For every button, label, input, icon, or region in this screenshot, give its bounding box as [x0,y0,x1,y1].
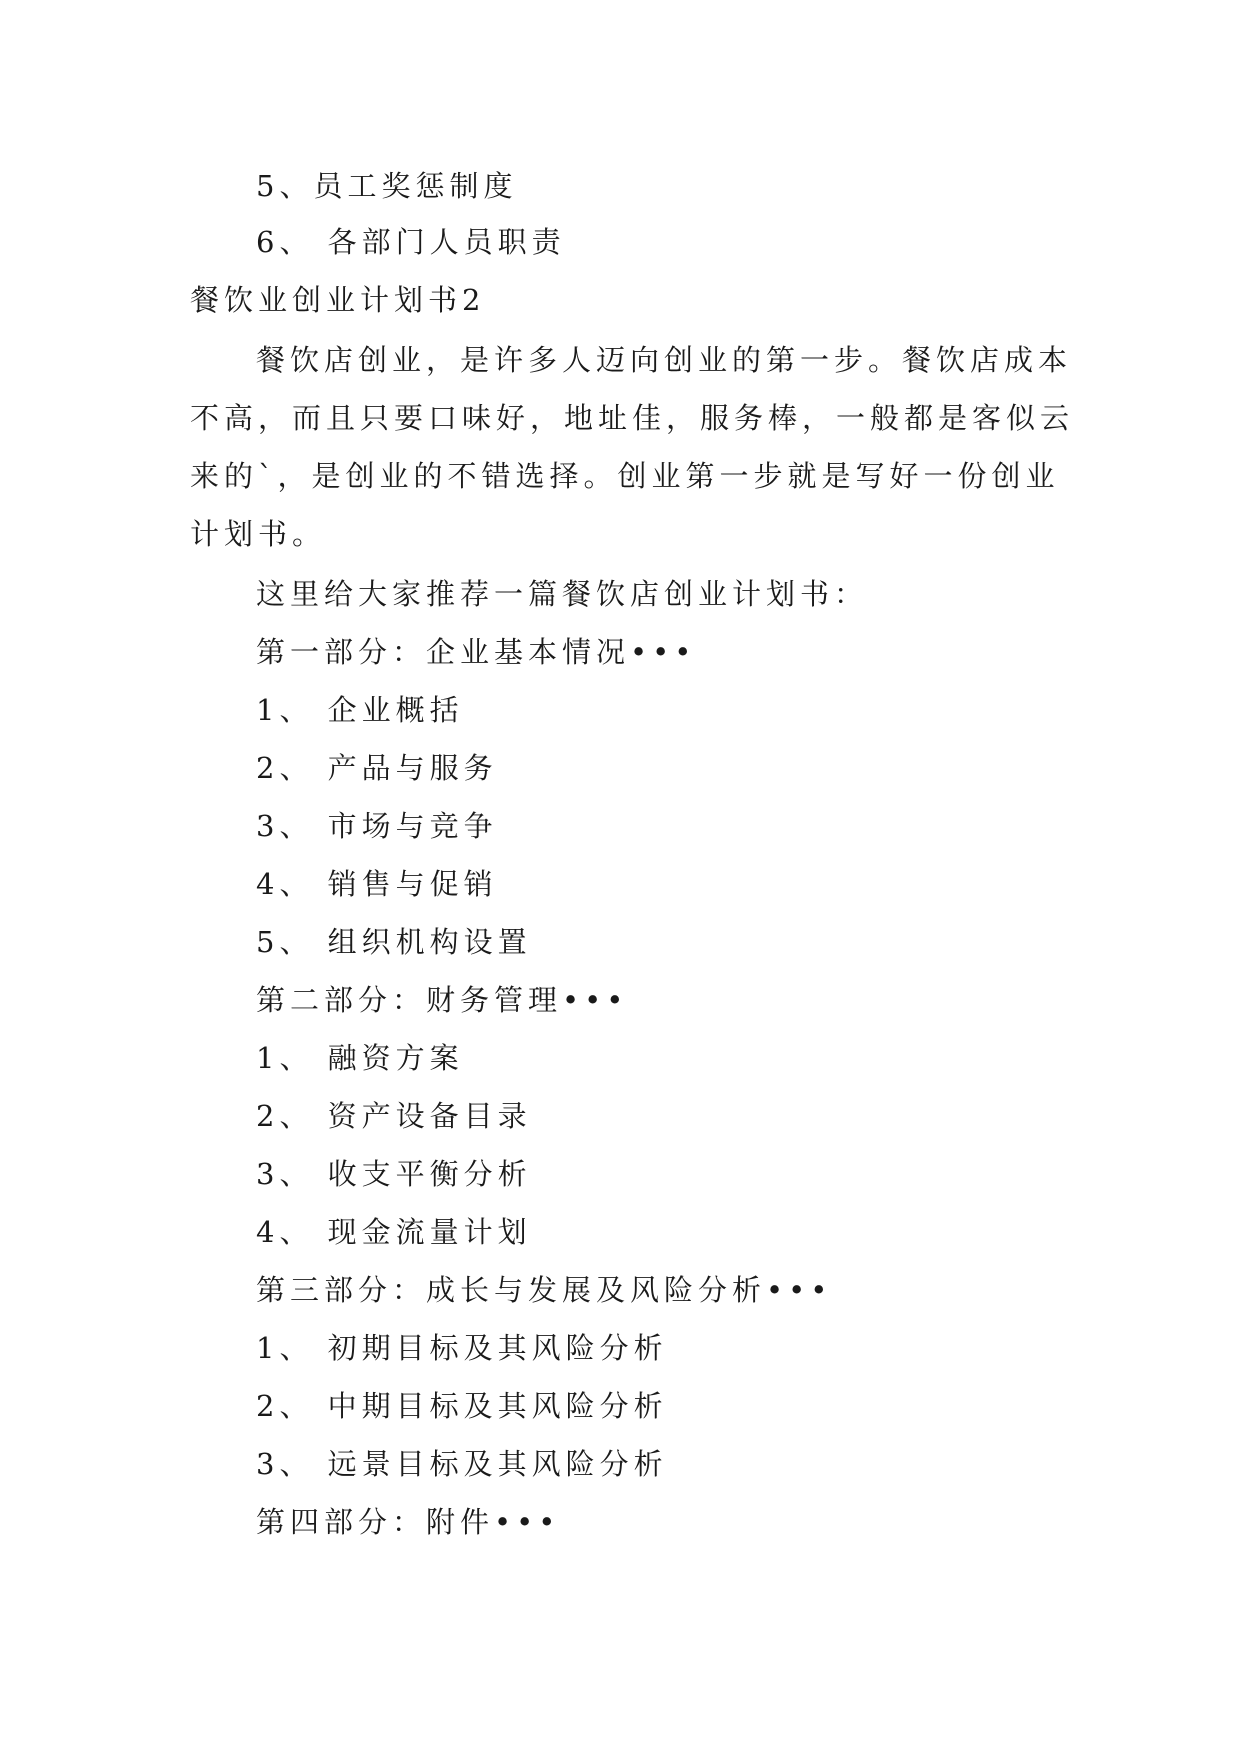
section-heading: 餐饮业创业计划书2 [190,283,486,317]
list-item: 1、 融资方案 [256,1041,464,1075]
list-item: 1、 初期目标及其风险分析 [256,1331,668,1365]
part-heading: 第一部分：企业基本情况••• [256,635,697,669]
list-item: 2、 资产设备目录 [256,1099,532,1133]
paragraph-line: 计划书。 [190,517,327,551]
list-item-reward-system: 5、员工奖惩制度 [256,169,518,203]
paragraph-line: 来的`，是创业的不错选择。创业第一步就是写好一份创业 [190,459,1060,493]
list-item: 2、 产品与服务 [256,751,498,785]
list-item: 2、 中期目标及其风险分析 [256,1389,668,1423]
list-item: 4、 销售与促销 [256,867,498,901]
list-item: 4、 现金流量计划 [256,1215,532,1249]
list-item-department-duties: 6、 各部门人员职责 [256,225,566,259]
intro-paragraph: 这里给大家推荐一篇餐饮店创业计划书： [256,577,869,611]
list-item: 3、 市场与竞争 [256,809,498,843]
part-heading: 第四部分：附件••• [256,1505,561,1539]
list-item: 5、 组织机构设置 [256,925,532,959]
paragraph-line: 餐饮店创业，是许多人迈向创业的第一步。餐饮店成本 [256,343,1073,377]
part-heading: 第二部分：财务管理••• [256,983,629,1017]
paragraph-line: 不高，而且只要口味好，地址佳，服务棒，一般都是客似云 [190,401,1075,435]
list-item: 3、 远景目标及其风险分析 [256,1447,668,1481]
list-item: 3、 收支平衡分析 [256,1157,532,1191]
list-item: 1、 企业概括 [256,693,464,727]
part-heading: 第三部分：成长与发展及风险分析••• [256,1273,833,1307]
